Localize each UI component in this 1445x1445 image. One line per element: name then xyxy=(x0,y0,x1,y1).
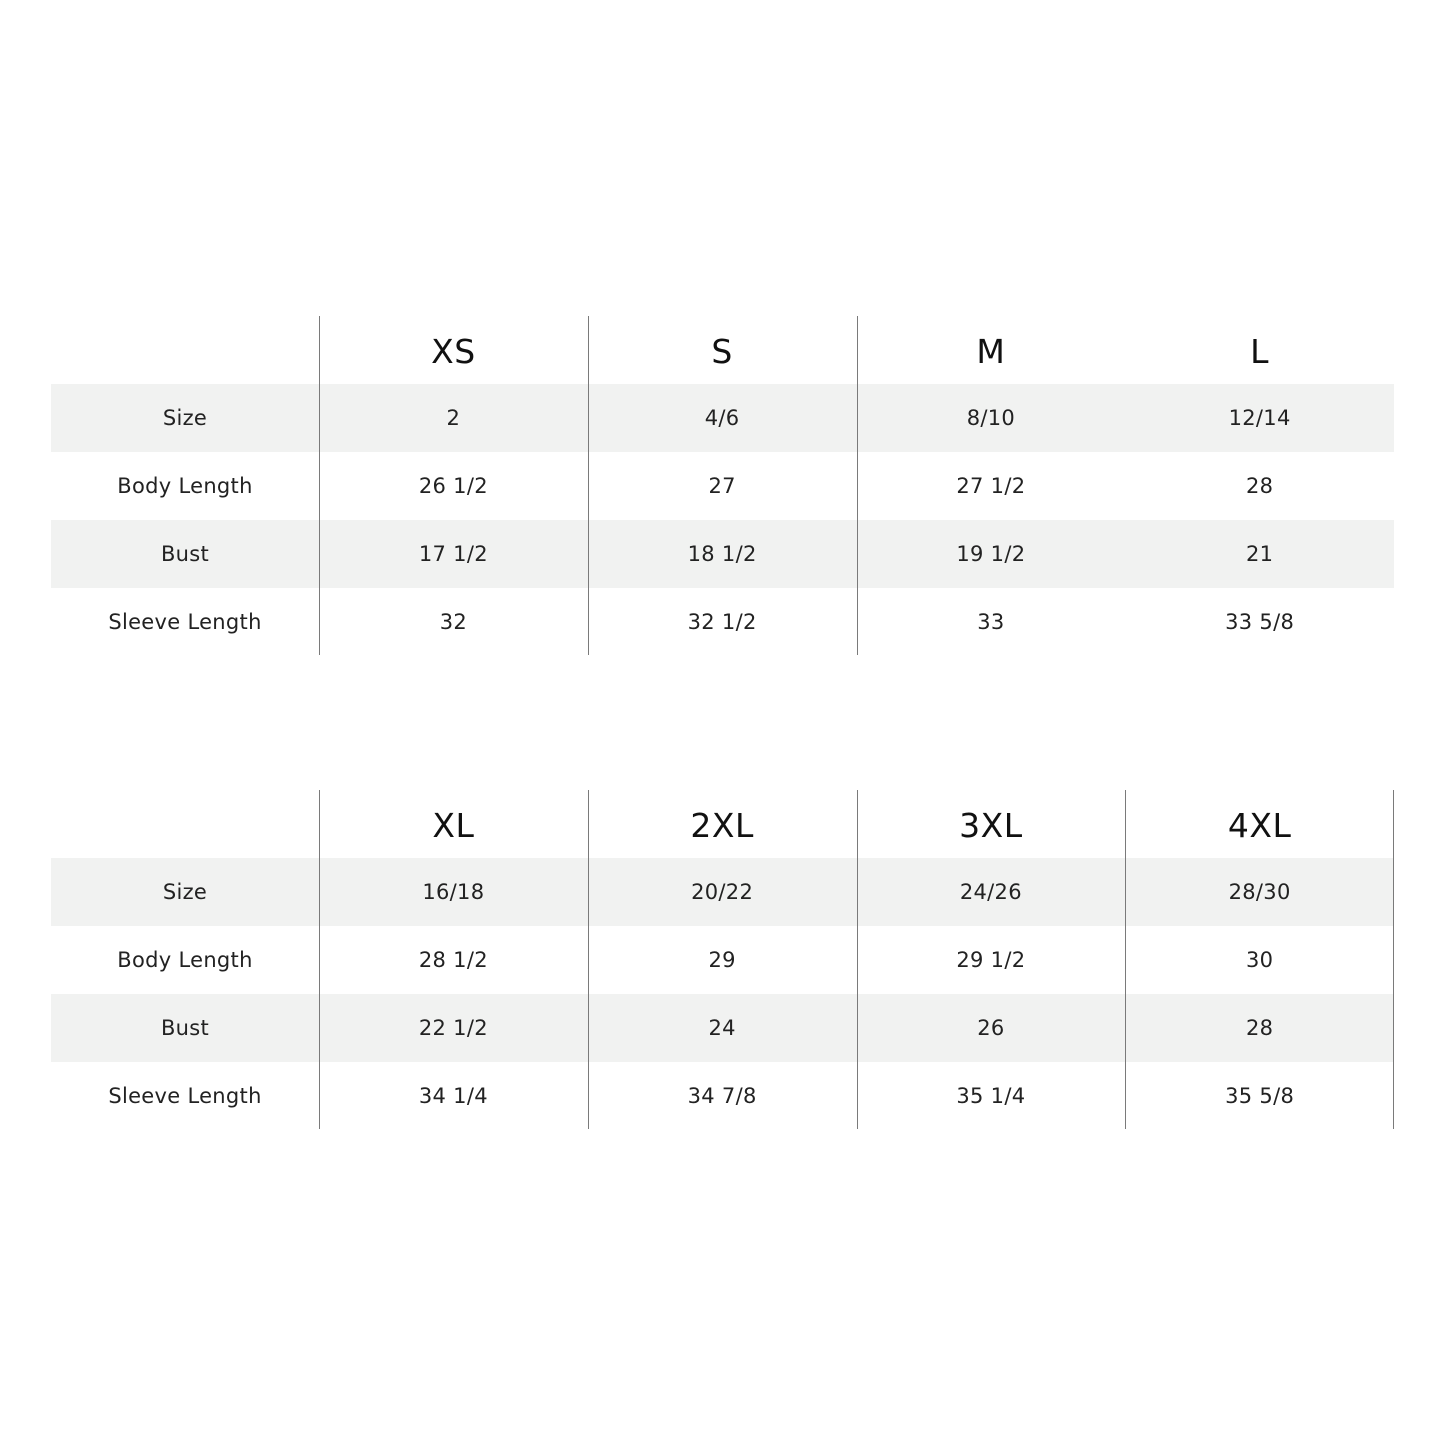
table-cell: 35 5/8 xyxy=(1225,1084,1295,1108)
table-cell: 32 1/2 xyxy=(687,610,757,634)
size-chart-table-2 xyxy=(51,790,1394,1130)
column-divider xyxy=(319,316,320,655)
column-divider xyxy=(1125,790,1126,1129)
table-cell: 32 xyxy=(439,610,468,634)
column-header-l: L xyxy=(1250,331,1270,371)
table-cell: 28 xyxy=(1245,474,1274,498)
row-label: Bust xyxy=(160,542,210,566)
column-divider xyxy=(857,790,858,1129)
table-cell: 30 xyxy=(1245,948,1274,972)
header-empty-cell xyxy=(51,316,319,384)
row-label: Size xyxy=(162,880,208,904)
table-cell: 4/6 xyxy=(704,406,740,430)
table-cell: 35 1/4 xyxy=(956,1084,1026,1108)
table-row xyxy=(51,926,1394,994)
table-cell: 8/10 xyxy=(966,406,1016,430)
column-header-s: S xyxy=(711,331,733,371)
row-label: Bust xyxy=(160,1016,210,1040)
table-cell: 29 1/2 xyxy=(956,948,1026,972)
column-header-xs: XS xyxy=(431,331,476,371)
table-cell: 21 xyxy=(1245,542,1274,566)
table-cell: 27 1/2 xyxy=(956,474,1026,498)
column-divider xyxy=(857,316,858,655)
row-label: Body Length xyxy=(117,474,253,498)
table-cell: 34 7/8 xyxy=(687,1084,757,1108)
column-header-3xl: 3XL xyxy=(959,805,1023,845)
table-cell: 29 xyxy=(708,948,736,972)
table-cell: 34 1/4 xyxy=(418,1084,488,1108)
table-cell: 20/22 xyxy=(691,880,754,904)
column-header-m: M xyxy=(976,331,1006,371)
table-cell: 33 xyxy=(977,610,1005,634)
table-row xyxy=(51,588,1394,656)
header-empty-cell xyxy=(51,790,319,858)
table-row xyxy=(51,520,1394,588)
table-row xyxy=(51,994,1394,1062)
table-cell: 27 xyxy=(708,474,736,498)
column-header-2xl: 2XL xyxy=(690,805,754,845)
table-cell: 17 1/2 xyxy=(418,542,488,566)
column-divider xyxy=(319,790,320,1129)
table-cell: 24 xyxy=(708,1016,736,1040)
size-chart-table-1 xyxy=(51,316,1394,656)
row-label: Sleeve Length xyxy=(108,610,262,634)
table-cell: 33 5/8 xyxy=(1225,610,1295,634)
table-cell: 19 1/2 xyxy=(956,542,1026,566)
column-divider xyxy=(588,790,589,1129)
table-header-row xyxy=(51,790,1394,858)
table-cell: 28 xyxy=(1245,1016,1274,1040)
table-cell: 2 xyxy=(446,406,461,430)
table-cell: 28 1/2 xyxy=(418,948,488,972)
table-cell: 28/30 xyxy=(1228,880,1291,904)
table-cell: 26 xyxy=(977,1016,1005,1040)
column-divider xyxy=(588,316,589,655)
table-row xyxy=(51,384,1394,452)
column-divider xyxy=(1393,790,1394,1129)
table-cell: 22 1/2 xyxy=(418,1016,488,1040)
table-cell: 12/14 xyxy=(1228,406,1291,430)
column-header-xl: XL xyxy=(432,805,475,845)
table-row xyxy=(51,858,1394,926)
table-cell: 26 1/2 xyxy=(418,474,488,498)
table-cell: 18 1/2 xyxy=(687,542,757,566)
column-header-4xl: 4XL xyxy=(1227,805,1292,845)
row-label: Size xyxy=(162,406,208,430)
table-cell: 16/18 xyxy=(422,880,485,904)
table-header-row xyxy=(51,316,1394,384)
table-cell: 24/26 xyxy=(959,880,1022,904)
row-label: Body Length xyxy=(117,948,253,972)
table-row xyxy=(51,452,1394,520)
table-row xyxy=(51,1062,1394,1130)
row-label: Sleeve Length xyxy=(108,1084,262,1108)
